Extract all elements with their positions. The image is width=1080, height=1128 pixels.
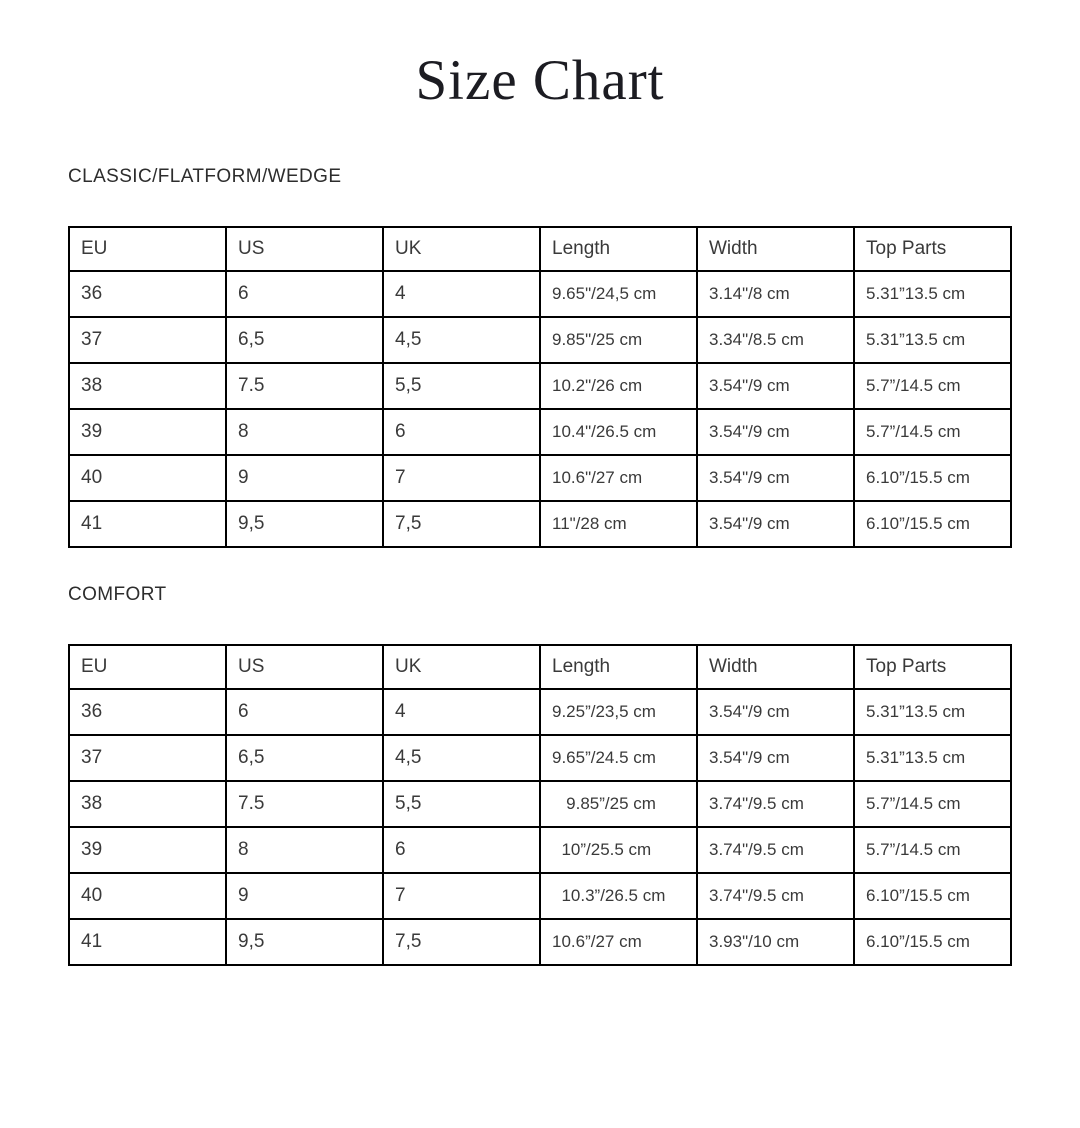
table-cell: 10.3”/26.5 cm: [540, 873, 697, 919]
table-cell: 38: [69, 781, 226, 827]
table-cell: 9.65”/24.5 cm: [540, 735, 697, 781]
section-label-classic-flatform-wedge: CLASSIC/FLATFORM/WEDGE: [68, 165, 342, 187]
table-cell: 6: [383, 827, 540, 873]
table-cell: 3.14"/8 cm: [697, 271, 854, 317]
table-cell: 7.5: [226, 781, 383, 827]
table-cell: 4,5: [383, 735, 540, 781]
table-row: [69, 735, 1011, 781]
table-cell: 7,5: [383, 501, 540, 547]
table-cell: 36: [69, 689, 226, 735]
table-cell: 7: [383, 455, 540, 501]
table-cell: 9: [226, 455, 383, 501]
table-cell: 11"/28 cm: [540, 501, 697, 547]
table-cell: 40: [69, 455, 226, 501]
table-cell: 10.6”/27 cm: [540, 919, 697, 965]
table-cell: 9,5: [226, 919, 383, 965]
section-comfort: [68, 584, 1012, 966]
table-cell: 5.7”/14.5 cm: [854, 409, 1011, 455]
table-cell: 9.85"/25 cm: [540, 317, 697, 363]
table-cell: 10.2"/26 cm: [540, 363, 697, 409]
table-cell: 6: [383, 409, 540, 455]
table-cell: 10”/25.5 cm: [540, 827, 697, 873]
table-cell: 5.7”/14.5 cm: [854, 827, 1011, 873]
table-row: [69, 827, 1011, 873]
table-cell: 40: [69, 873, 226, 919]
table-cell: 6: [226, 271, 383, 317]
column-header: US: [226, 645, 383, 689]
table-cell: 9,5: [226, 501, 383, 547]
table-cell: 4: [383, 271, 540, 317]
table-cell: 3.74"/9.5 cm: [697, 781, 854, 827]
column-header: Length: [540, 227, 697, 271]
table-cell: 5.31”13.5 cm: [854, 689, 1011, 735]
table-cell: 5.31”13.5 cm: [854, 317, 1011, 363]
table-cell: 39: [69, 409, 226, 455]
table-cell: 6.10”/15.5 cm: [854, 501, 1011, 547]
table-cell: 3.54"/9 cm: [697, 501, 854, 547]
table-cell: 38: [69, 363, 226, 409]
page-title: Size Chart: [415, 49, 665, 112]
column-header: Width: [697, 227, 854, 271]
table-cell: 3.54"/9 cm: [697, 689, 854, 735]
size-table-classic-flatform-wedge: [68, 226, 1012, 548]
table-cell: 3.54"/9 cm: [697, 735, 854, 781]
table-cell: 3.54"/9 cm: [697, 409, 854, 455]
table-cell: 41: [69, 919, 226, 965]
size-table-comfort: [68, 644, 1012, 966]
table-cell: 5,5: [383, 363, 540, 409]
table-cell: 3.93"/10 cm: [697, 919, 854, 965]
table-cell: 8: [226, 827, 383, 873]
table-cell: 6: [226, 689, 383, 735]
table-cell: 10.4"/26.5 cm: [540, 409, 697, 455]
column-header: EU: [69, 645, 226, 689]
table-row: [69, 689, 1011, 735]
table-cell: 9.85”/25 cm: [540, 781, 697, 827]
table-cell: 9: [226, 873, 383, 919]
column-header: EU: [69, 227, 226, 271]
table-cell: 6.10”/15.5 cm: [854, 873, 1011, 919]
table-row: [69, 501, 1011, 547]
table-cell: 3.54"/9 cm: [697, 363, 854, 409]
table-cell: 4,5: [383, 317, 540, 363]
column-header: Length: [540, 645, 697, 689]
table-cell: 3.74"/9.5 cm: [697, 827, 854, 873]
table-row: [69, 781, 1011, 827]
table-cell: 37: [69, 735, 226, 781]
table-row: [69, 271, 1011, 317]
table-cell: 5.31”13.5 cm: [854, 735, 1011, 781]
table-cell: 9.65"/24,5 cm: [540, 271, 697, 317]
table-cell: 39: [69, 827, 226, 873]
table-cell: 6,5: [226, 317, 383, 363]
column-header: US: [226, 227, 383, 271]
table-cell: 5,5: [383, 781, 540, 827]
column-header: UK: [383, 645, 540, 689]
table-cell: 36: [69, 271, 226, 317]
column-header: Top Parts: [854, 645, 1011, 689]
table-cell: 7,5: [383, 919, 540, 965]
table-cell: 3.54"/9 cm: [697, 455, 854, 501]
table-cell: 3.74"/9.5 cm: [697, 873, 854, 919]
table-cell: 6.10”/15.5 cm: [854, 919, 1011, 965]
table-cell: 5.7”/14.5 cm: [854, 781, 1011, 827]
table-cell: 7.5: [226, 363, 383, 409]
table-cell: 41: [69, 501, 226, 547]
section-label-comfort: COMFORT: [68, 583, 167, 605]
table-cell: 5.7”/14.5 cm: [854, 363, 1011, 409]
table-cell: 4: [383, 689, 540, 735]
table-cell: 10.6"/27 cm: [540, 455, 697, 501]
column-header: UK: [383, 227, 540, 271]
table-cell: 9.25”/23,5 cm: [540, 689, 697, 735]
table-cell: 6.10”/15.5 cm: [854, 455, 1011, 501]
column-header: Width: [697, 645, 854, 689]
header-row: [69, 227, 1011, 271]
column-header: Top Parts: [854, 227, 1011, 271]
table-cell: 6,5: [226, 735, 383, 781]
table-row: [69, 919, 1011, 965]
table-row: [69, 873, 1011, 919]
table-row: [69, 409, 1011, 455]
table-row: [69, 317, 1011, 363]
table-cell: 3.34"/8.5 cm: [697, 317, 854, 363]
header-row: [69, 645, 1011, 689]
table-cell: 8: [226, 409, 383, 455]
table-row: [69, 363, 1011, 409]
table-cell: 5.31”13.5 cm: [854, 271, 1011, 317]
table-row: [69, 455, 1011, 501]
table-cell: 7: [383, 873, 540, 919]
table-cell: 37: [69, 317, 226, 363]
size-chart-page: [0, 48, 1080, 966]
section-classic-flatform-wedge: [68, 166, 1012, 548]
